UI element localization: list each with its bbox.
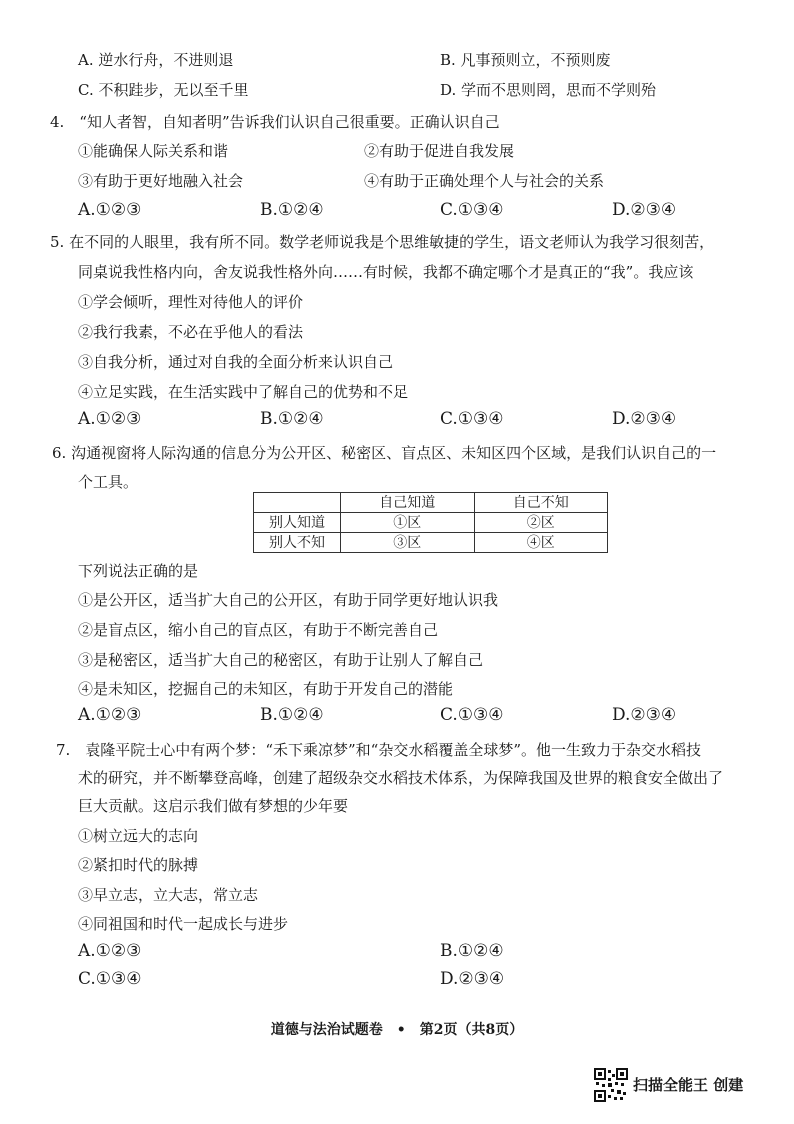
johari-window-table [253, 492, 608, 553]
q6-answer-a: A.①②③ [78, 705, 142, 725]
q4-item-4: ④有助于正确处理个人与社会的关系 [364, 172, 605, 190]
q7-item-2: ②紧扣时代的脉搏 [78, 856, 199, 874]
q3-option-c: C. 不积跬步，无以至千里 [78, 81, 249, 99]
table-header-row [254, 493, 608, 513]
q3-option-d: D. 学而不思则罔，思而不学则殆 [440, 81, 657, 99]
q3-option-a: A. 逆水行舟，不进则退 [78, 51, 234, 69]
q5-item-1: ①学会倾听，理性对待他人的评价 [78, 293, 304, 311]
q6-answer-d: D.②③④ [612, 705, 677, 725]
q6-prompt: 下列说法正确的是 [78, 562, 199, 580]
q3-option-b: B. 凡事预则立，不预则废 [440, 51, 611, 69]
q6-answer-c: C.①③④ [440, 705, 504, 725]
q6-item-4: ④是未知区，挖掘自己的未知区，有助于开发自己的潜能 [78, 680, 454, 698]
table-row [254, 513, 608, 533]
table-corner-cell [254, 493, 341, 513]
scanner-brand-label: 扫描全能王 创建 [633, 1076, 744, 1094]
q6-item-3: ③是秘密区，适当扩大自己的秘密区，有助于让别人了解自己 [78, 651, 484, 669]
q5-item-3: ③自我分析，通过对自我的全面分析来认识自己 [78, 353, 394, 371]
q5-stem-line-1: 5. 在不同的人眼里，我有所不同。数学老师说我是个思维敏捷的学生，语文老师认为我学习很刻苦， [50, 233, 715, 251]
q6-item-1: ①是公开区，适当扩大自己的公开区，有助于同学更好地认识我 [78, 591, 499, 609]
table-cell: ②区 [474, 513, 608, 533]
q7-stem-line-2: 术的研究，并不断攀登高峰，创建了超级杂交水稻技术体系，为保障我国及世界的粮食安全做出了 [78, 769, 724, 787]
table-cell: ①区 [341, 513, 475, 533]
page-footer: 道德与法治试题卷 • 第2页（共8页） [270, 1022, 524, 1038]
table-row-header: 别人知道 [254, 513, 341, 533]
q7-answer-d: D.②③④ [440, 969, 505, 989]
q5-stem-line-2: 同桌说我性格内向，舍友说我性格外向……有时候，我都不确定哪个才是真正的“我”。我应该 [78, 263, 694, 281]
q6-answer-b: B.①②④ [260, 705, 324, 725]
table-header-cell: 自己不知 [474, 493, 608, 513]
qr-code-icon [594, 1068, 628, 1102]
q7-stem-line-1: 7. 袁隆平院士心中有两个梦：“禾下乘凉梦”和“杂交水稻覆盖全球梦”。他一生致力于杂交水稻技 [56, 741, 701, 759]
q5-answer-c: C.①③④ [440, 409, 504, 429]
q6-stem-line-1: 6. 沟通视窗将人际沟通的信息分为公开区、秘密区、盲点区、未知区四个区域，是我们认识自己的一 [52, 444, 717, 462]
q7-item-1: ①树立远大的志向 [78, 827, 199, 845]
q5-item-4: ④立足实践，在生活实践中了解自己的优势和不足 [78, 383, 409, 401]
q4-item-3: ③有助于更好地融入社会 [78, 172, 244, 190]
q7-item-3: ③早立志，立大志，常立志 [78, 886, 259, 904]
q7-answer-a: A.①②③ [78, 941, 142, 961]
q7-stem-line-3: 巨大贡献。这启示我们做有梦想的少年要 [78, 797, 349, 815]
q4-answer-c: C.①③④ [440, 200, 504, 220]
q4-answer-d: D.②③④ [612, 200, 677, 220]
table-row [254, 533, 608, 553]
q4-item-1: ①能确保人际关系和谐 [78, 142, 229, 160]
q5-answer-a: A.①②③ [78, 409, 142, 429]
q4-item-2: ②有助于促进自我发展 [364, 142, 515, 160]
q4-stem: 4. “知人者智，自知者明”告诉我们认识自己很重要。正确认识自己 [50, 113, 500, 131]
table-cell: ④区 [474, 533, 608, 553]
q7-answer-b: B.①②④ [440, 941, 504, 961]
q6-stem-line-2: 个工具。 [78, 473, 139, 491]
q6-item-2: ②是盲点区，缩小自己的盲点区，有助于不断完善自己 [78, 621, 439, 639]
table-header-cell: 自己知道 [341, 493, 475, 513]
q5-answer-b: B.①②④ [260, 409, 324, 429]
table-row-header: 别人不知 [254, 533, 341, 553]
q4-answer-b: B.①②④ [260, 200, 324, 220]
q5-answer-d: D.②③④ [612, 409, 677, 429]
q4-answer-a: A.①②③ [78, 200, 142, 220]
q7-item-4: ④同祖国和时代一起成长与进步 [78, 915, 289, 933]
table-cell: ③区 [341, 533, 475, 553]
q5-item-2: ②我行我素，不必在乎他人的看法 [78, 323, 304, 341]
q7-answer-c: C.①③④ [78, 969, 142, 989]
